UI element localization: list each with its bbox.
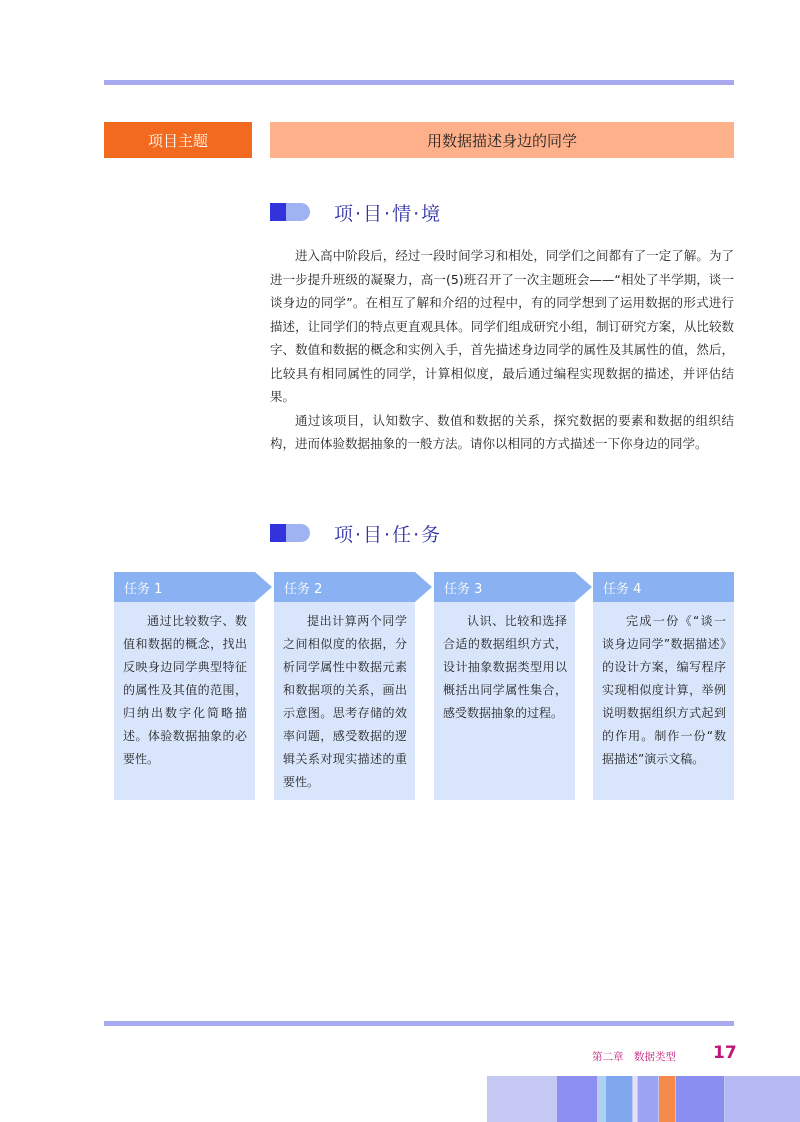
task-title: 任务 4 <box>603 581 642 597</box>
task-card-header <box>274 572 415 602</box>
decorative-color-bars <box>487 1076 800 1122</box>
task-title: 任务 1 <box>124 581 163 597</box>
task-card-header <box>114 572 255 602</box>
task-cards <box>114 572 734 800</box>
task-text: 认识、比较和选择合适的数据组织方式，设计抽象数据类型用以概括出同学属性集合，感受数据抽象的过程。 <box>443 614 567 720</box>
section-marker-icon <box>270 203 310 221</box>
context-heading-text: 项·目·情·境 <box>334 202 443 225</box>
task-card-header <box>434 572 575 602</box>
task-card-body <box>274 602 415 800</box>
task-card-2 <box>274 572 415 800</box>
page-number: 17 <box>713 1043 737 1063</box>
task-card-header <box>593 572 734 602</box>
task-card-1 <box>114 572 255 800</box>
task-text: 通过比较数字、数值和数据的概念，找出反映身边同学典型特征的属性及其值的范围，归纳出数字化简略描述。体验数据抽象的必要性。 <box>123 614 247 766</box>
bottom-divider <box>104 1021 734 1026</box>
task-card-body <box>593 602 734 800</box>
context-paragraph-2: 通过该项目，认知数字、数值和数据的关系，探究数据的要素和数据的组织结构，进而体验数据抽象的一般方法。请你以相同的方式描述一下你身边的同学。 <box>270 412 734 451</box>
task-card-body <box>434 602 575 800</box>
arrow-right-icon <box>255 572 272 602</box>
theme-label: 项目主题 <box>104 122 252 158</box>
theme-title: 用数据描述身边的同学 <box>270 122 734 158</box>
context-body <box>270 244 734 456</box>
tasks-heading-text: 项·目·任·务 <box>334 523 443 546</box>
task-text: 提出计算两个同学之间相似度的依据，分析同学属性中数据元素和数据项的关系，画出示意图。思考存储的效率问题，感受数据的逻辑关系对现实描述的重要性。 <box>283 614 407 789</box>
top-divider <box>104 80 734 85</box>
context-paragraph-1: 进入高中阶段后，经过一段时间学习和相处，同学们之间都有了一定了解。为了进一步提升班级的凝聚力，高一(5)班召开了一次主题班会——“相处了半学期，谈一谈身边的同学”。在相互了解和介绍的过程中，有的同学想到了运用数据的形式进行描述，让同学们的特点更直观具体。同学们组成研究小组，制订研究方案，从比较数字、数值和数据的概念和实例入手，首先描述身边同学的属性及其属性的值，然后，比较具有相同属性的同学，计算相似度，最后通过编程实现数据的描述，并评估结果。 <box>270 248 734 404</box>
section-marker-icon <box>270 524 310 542</box>
task-title: 任务 2 <box>284 581 323 597</box>
arrow-right-icon <box>415 572 432 602</box>
chapter-label: 第二章 数据类型 <box>592 1051 676 1063</box>
task-text: 完成一份《“谈一谈身边同学”数据描述》的设计方案，编写程序实现相似度计算，举例说明数据组织方式起到的作用。制作一份“数据描述”演示文稿。 <box>602 614 726 766</box>
task-card-4 <box>593 572 734 800</box>
context-section-heading <box>270 197 442 227</box>
tasks-section-heading <box>270 518 442 548</box>
task-title: 任务 3 <box>444 581 483 597</box>
task-card-body <box>114 602 255 800</box>
task-card-3 <box>434 572 575 800</box>
arrow-right-icon <box>575 572 592 602</box>
